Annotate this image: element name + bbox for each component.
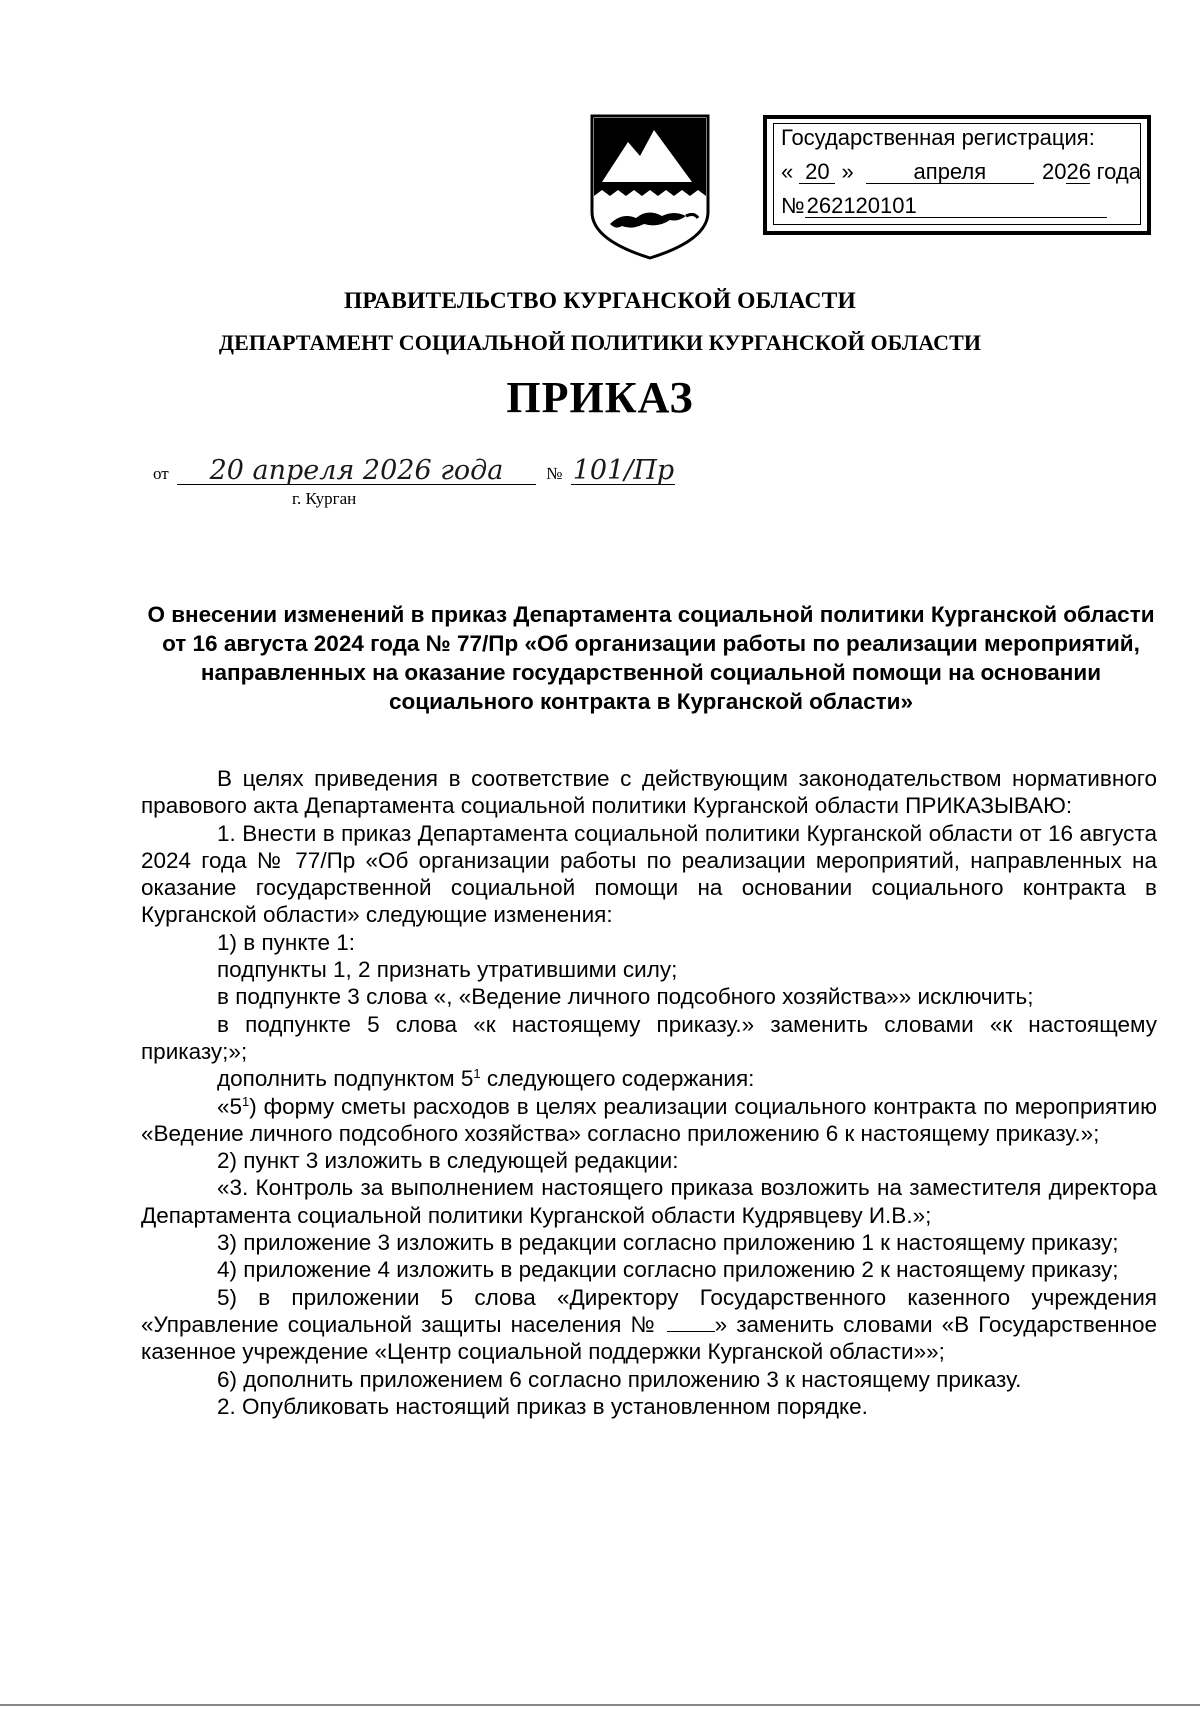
body-paragraph-sub-1-e — [141, 1093, 1157, 1148]
body-paragraph-sub-2-text: «3. Контроль за выполнением настоящего приказа возложить на заместителя директора Департамента социальной политики Курганской области Кудрявцеву И.В.»; — [141, 1175, 1157, 1228]
registration-close-quote: » — [841, 159, 854, 184]
body-paragraph-item-1: 1. Внести в приказ Департамента социальной политики Курганской области от 16 августа 2024 года № 77/Пр «Об организации работы по реализации мероприятий, направленных на оказание государственной социальной помощи на основании социального контракта в Курганской области» следующие изменения: — [141, 820, 1157, 928]
body-paragraph-sub-6: 6) дополнить приложением 6 согласно приложению 3 к настоящему приказу. — [217, 1366, 1022, 1392]
body-paragraph-sub-1-d — [141, 1065, 1157, 1092]
body-paragraph-sub-1: 1) в пункте 1: — [217, 929, 355, 955]
registration-year-suffix: 26 — [1066, 159, 1091, 184]
registration-month: апреля — [866, 161, 1034, 184]
body-paragraph-sub-3: 3) приложение 3 изложить в редакции согласно приложению 1 к настоящему приказу; — [217, 1230, 1119, 1256]
body-paragraph-sub-5 — [141, 1284, 1157, 1366]
order-number-label: № — [546, 464, 563, 483]
registration-open-quote: « — [781, 159, 794, 184]
order-date-handwritten: 20 апреля 2026 года — [177, 458, 536, 485]
body-paragraph-sub-1-c: в подпункте 5 слова «к настоящему приказу.» заменить словами «к настоящему приказу;»; — [141, 1011, 1157, 1064]
registration-number: 262120101 — [805, 195, 1107, 218]
document-type-heading: ПРИКАЗ — [506, 373, 694, 422]
department-heading: ДЕПАРТАМЕНТ СОЦИАЛЬНОЙ ПОЛИТИКИ КУРГАНСКОЙ ОБЛАСТИ — [218, 330, 982, 355]
body-p7-after: следующего содержания: — [480, 1066, 755, 1092]
body-paragraph-sub-4: 4) приложение 4 изложить в редакции согласно приложению 2 к настоящему приказу; — [217, 1257, 1119, 1283]
body-p8-sup: 1 — [242, 1093, 250, 1109]
document-body — [141, 765, 1157, 1420]
registration-stamp — [763, 115, 1151, 235]
registration-number-label: № — [781, 193, 805, 218]
body-paragraph-item-2: 2. Опубликовать настоящий приказ в установленном порядке. — [217, 1393, 868, 1419]
body-paragraph-preamble: В целях приведения в соответствие с действующим законодательством нормативного правового акта Департамента социальной политики Курганской области ПРИКАЗЫВАЮ: — [141, 766, 1157, 819]
registration-date — [781, 159, 1141, 185]
registration-year-word: года — [1096, 159, 1141, 184]
page-bottom-edge — [0, 1704, 1200, 1706]
body-paragraph-sub-1-a: подпункты 1, 2 признать утратившими силу; — [217, 957, 678, 983]
body-p13-before: 5) в приложении 5 слова «Директору Государственного казенного учреждения «Управление социальной защиты населения № — [141, 1284, 1157, 1337]
registration-title: Государственная регистрация: — [781, 125, 1095, 150]
body-p8-after: ) форму сметы расходов в целях реализации социального контракта по мероприятию «Ведение личного подсобного хозяйства» согласно приложению 6 к настоящему приказу.»; — [141, 1093, 1157, 1146]
registration-day: 20 — [799, 161, 835, 184]
body-p13-blank — [667, 1313, 715, 1332]
body-p8-before: «5 — [217, 1093, 243, 1119]
body-p13-after: » заменить словами «В Государственное казенное учреждение «Центр социальной поддержки Курганской области»»; — [141, 1311, 1157, 1365]
order-city: г. Курган — [292, 489, 357, 508]
order-number-handwritten: 101/Пр — [572, 455, 675, 486]
coat-of-arms-icon — [588, 112, 712, 262]
body-p7-before: дополнить подпунктом 5 — [217, 1066, 474, 1092]
body-paragraph-sub-1-b: в подпункте 3 слова «, «Ведение личного подсобного хозяйства»» исключить; — [217, 984, 1034, 1010]
document-title: О внесении изменений в приказ Департамента социальной политики Курганской области от 16 августа 2024 года № 77/Пр «Об организации работы по реализации мероприятий, направленных на оказание государственной социальной помощи на основании социального контракта в Курганской области» — [147, 602, 1155, 714]
registration-year-prefix: 20 — [1042, 159, 1067, 184]
order-date-line — [153, 455, 675, 486]
registration-number-line — [781, 193, 1107, 219]
body-p7-sup: 1 — [473, 1066, 481, 1082]
body-paragraph-sub-2: 2) пункт 3 изложить в следующей редакции: — [217, 1148, 679, 1174]
government-heading: ПРАВИТЕЛЬСТВО КУРГАНСКОЙ ОБЛАСТИ — [343, 288, 857, 314]
order-from-label: от — [153, 464, 169, 483]
